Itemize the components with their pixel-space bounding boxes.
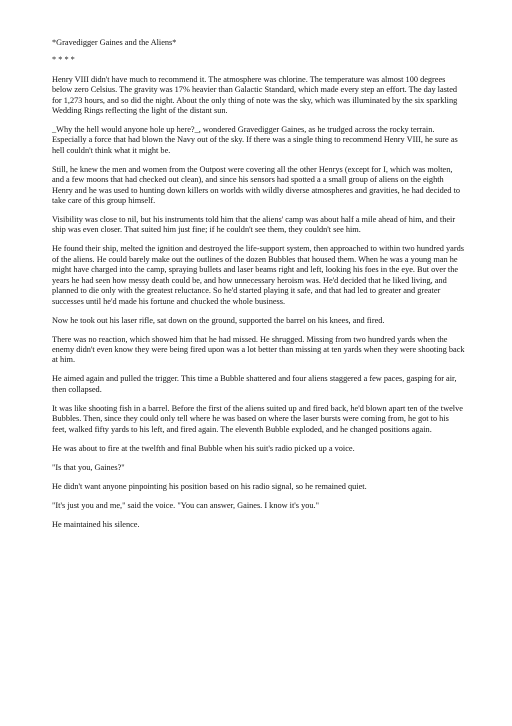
paragraph: Still, he knew the men and women from the Outpost were covering all the other Henrys (except for I, which was molten, and a few moons that had checked out clean), and since his sensors had spotted a a small group of aliens on the eighth Henry and he was used to hunting down killers on worlds with wildly diverse atmospheres and gravities, he had decided to take care of this group himself. xyxy=(52,164,461,206)
paragraph: Visibility was close to nil, but his instruments told him that the aliens' camp was about half a mile ahead of him, and their ship was even closer. That suited him just fine; if he couldn't see them, they couldn't see him. xyxy=(52,215,456,235)
paragraph: There was no reaction, which showed him that he had missed. He shrugged. Missing from two hundred yards when the enemy didn't even know they were being fired upon was a lot better than missing at ten yards when they were shooting back at him. xyxy=(52,334,465,365)
paragraph: Now he took out his laser rifle, sat down on the ground, supported the barrel on his knees, and fired. xyxy=(52,315,385,325)
paragraph: Henry VIII didn't have much to recommend it. The atmosphere was chlorine. The temperature was almost 100 degrees below zero Celsius. The gravity was 17% heavier than Galactic Standard, which made every step an effort. The day lasted for 1,273 hours, and so did the night. About the only thing of note was the sky, which was illuminated by the six sparkling Wedding Rings reflecting the light of the distant sun. xyxy=(52,74,458,116)
section-separator: * * * * xyxy=(52,55,75,65)
paragraph-dialogue: "Is that you, Gaines?" xyxy=(52,462,125,472)
paragraph: He didn't want anyone pinpointing his position based on his radio signal, so he remained quiet. xyxy=(52,481,367,491)
paragraph-dialogue: "It's just you and me," said the voice. "You can answer, Gaines. I know it's you." xyxy=(52,500,319,510)
story-title: *Gravedigger Gaines and the Aliens* xyxy=(52,38,177,47)
paragraph: He maintained his silence. xyxy=(52,519,140,529)
document-page xyxy=(52,38,465,539)
paragraph: He found their ship, melted the ignition and destroyed the life-support system, then approached to within two hundred yards of the aliens. He could barely make out the outlines of the dozen Bubbles that housed them. When he was a young man he might have charged into the camp, spraying bullets and laser beams right and left, looking his foes in the eye. But over the years he had seen how messy death could be, and how unnecessary heroism was. He'd decided that he liked living, and planned to die only with the greatest reluctance. So he'd started playing it safe, and that had led to greater and greater successes until he'd made his fortune and chucked the whole business. xyxy=(52,244,464,306)
paragraph: _Why the hell would anyone hole up here?_, wondered Gravedigger Gaines, as he trudged across the rocky terrain. Especially a force that had blown the Navy out of the sky. If there was a single thing to recommend Henry VIII, he sure as hell couldn't think what it might be. xyxy=(52,125,458,155)
paragraph: It was like shooting fish in a barrel. Before the first of the aliens suited up and fired back, he'd blown apart ten of the twelve Bubbles. Then, since they could only tell where he was based on where the laser bursts were coming from, he got to his feet, walked fifty yards to his left, and fired again. The eleventh Bubble exploded, and he changed positions again. xyxy=(52,403,463,434)
paragraph: He aimed again and pulled the trigger. This time a Bubble shattered and four aliens staggered a few paces, gasping for air, then collapsed. xyxy=(52,374,457,394)
paragraph: He was about to fire at the twelfth and final Bubble when his suit's radio picked up a voice. xyxy=(52,443,355,453)
